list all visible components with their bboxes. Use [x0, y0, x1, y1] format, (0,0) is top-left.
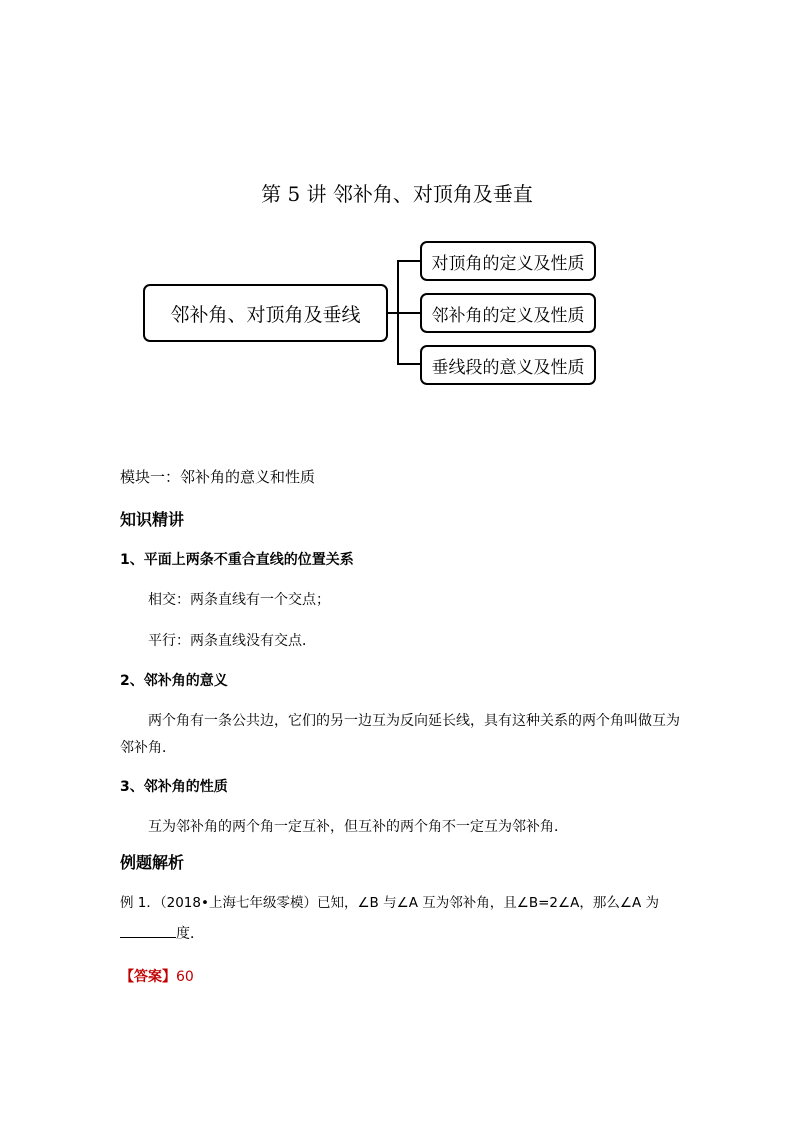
mindmap-branch: 垂线段的意义及性质 [420, 345, 596, 385]
paragraph: 相交：两条直线有一个交点； [148, 592, 330, 608]
paragraph: 两个角有一条公共边，它们的另一边互为反向延长线，具有这种关系的两个角叫做互为 [148, 713, 680, 729]
example-answer-line [120, 923, 204, 943]
point-heading: 2、邻补角的意义 [120, 673, 228, 689]
example-text: 例 1．（2018•上海七年级零模）已知，∠B 与∠A 互为邻补角，且∠B=2∠A，那么∠A 为 [120, 895, 659, 911]
answer-blank [120, 923, 176, 938]
paragraph: 邻补角． [120, 740, 176, 756]
answer-value: 60 [176, 969, 194, 985]
paragraph: 平行：两条直线没有交点． [148, 633, 316, 649]
mindmap-branch: 邻补角的定义及性质 [420, 293, 596, 333]
answer [120, 966, 194, 986]
page-title: 第 5 讲 邻补角、对顶角及垂直 [261, 182, 533, 206]
mindmap-branch: 对顶角的定义及性质 [420, 241, 596, 281]
connector-branch [397, 363, 420, 365]
answer-label: 【答案】 [120, 969, 176, 985]
connector-branch [397, 312, 420, 314]
point-heading: 3、邻补角的性质 [120, 779, 228, 795]
module-title: 模块一：邻补角的意义和性质 [120, 468, 316, 486]
point-heading: 1、平面上两条不重合直线的位置关系 [120, 552, 354, 568]
section-heading: 例题解析 [120, 853, 185, 872]
connector-branch [397, 260, 420, 262]
mindmap-root: 邻补角、对顶角及垂线 [143, 284, 388, 342]
section-heading: 知识精讲 [120, 510, 185, 529]
paragraph: 互为邻补角的两个角一定互补，但互补的两个角不一定互为邻补角． [148, 819, 568, 835]
example-suffix: 度． [176, 926, 204, 942]
